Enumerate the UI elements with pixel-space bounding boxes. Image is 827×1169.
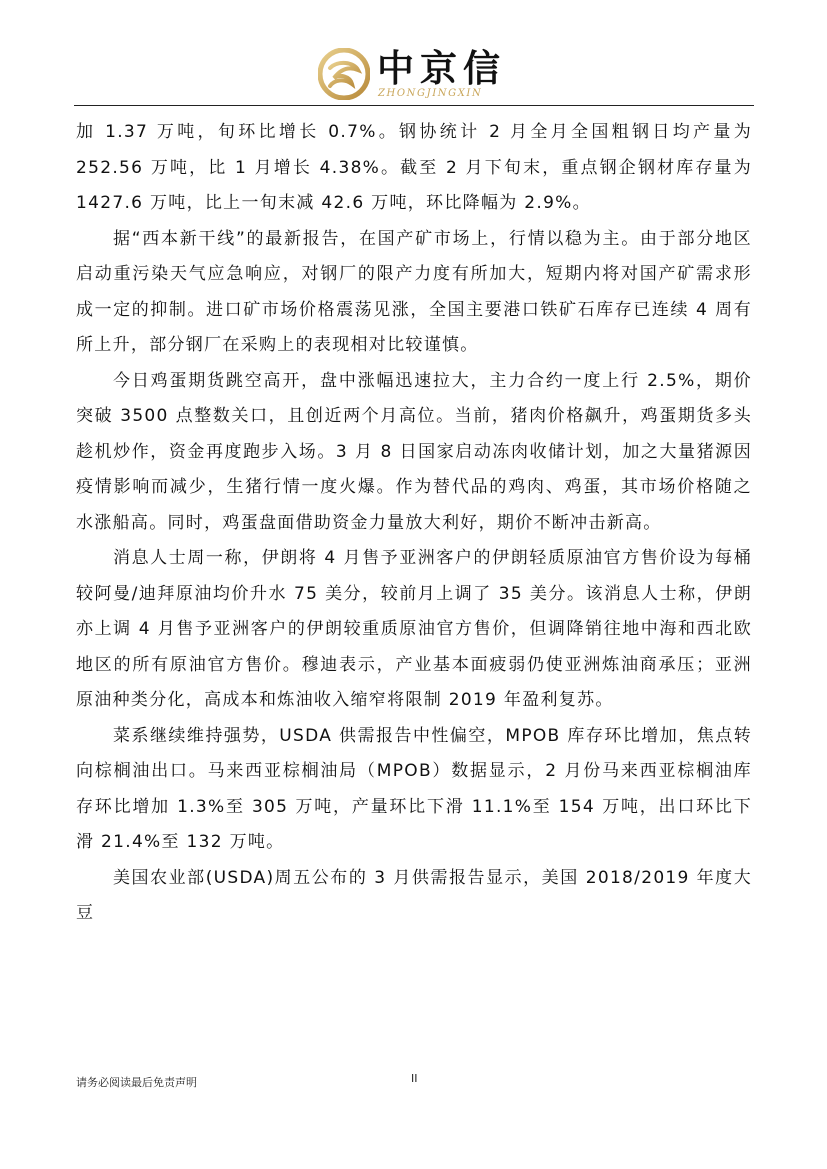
header-divider (74, 105, 754, 106)
paragraph-egg-futures: 今日鸡蛋期货跳空高开，盘中涨幅迅速拉大，主力合约一度上行 2.5%，期价突破 3500 点整数关口，且创近两个月高位。当前，猪肉价格飙升，鸡蛋期货多头趁机炒作，资金再度跑步入场。3 月 8 日国家启动冻肉收储计划，加之大量猪源因疫情影响而减少，生猪行情一度火爆。作为替代品的鸡肉、鸡蛋，其市场价格随之水涨船高。同时，鸡蛋盘面借助资金力量放大利好，期价不断冲击新高。 (76, 370, 752, 533)
paragraph-iran-crude: 消息人士周一称，伊朗将 4 月售予亚洲客户的伊朗轻质原油官方售价设为每桶较阿曼/迪拜原油均价升水 75 美分，较前月上调了 35 美分。该消息人士称，伊朗亦上调 4 月售予亚洲客户的伊朗较重质原油官方售价，但调降销往地中海和西北欧地区的所有原油官方售价。穆迪表示，产业基本面疲弱仍使亚洲炼油商承压；亚洲原油种类分化，高成本和炼油收入缩窄将限制 2019 年盈利复苏。 (76, 548, 752, 710)
brand-subtitle: ZHONGJINGXIN (378, 88, 483, 99)
paragraph-palm-oil: 菜系继续维持强势，USDA 供需报告中性偏空，MPOB 库存环比增加，焦点转向棕榈油出口。马来西亚棕榈油局（MPOB）数据显示，2 月份马来西亚棕榈油库存环比增加 1.3%至 305 万吨，产量环比下滑 11.1%至 154 万吨，出口环比下滑 21.4%至 132 万吨。 (76, 725, 752, 852)
paragraph-iron-ore: 据“西本新干线”的最新报告，在国产矿市场上，行情以稳为主。由于部分地区启动重污染天气应急响应，对钢厂的限产力度有所加大，短期内将对国产矿需求形成一定的抑制。进口矿市场价格震荡见涨，全国主要港口铁矿石库存已连续 4 周有所上升，部分钢厂在采购上的表现相对比较谨慎。 (76, 228, 752, 355)
zjx-swirl-logo-icon (318, 48, 370, 100)
document-body (76, 115, 752, 932)
disclaimer-note: 请务必阅读最后免责声明 (76, 1076, 197, 1089)
paragraph-usda-soy: 美国农业部(USDA)周五公布的 3 月供需报告显示，美国 2018/2019 年度大豆 (76, 867, 752, 923)
paragraph-steel-output: 加 1.37 万吨，旬环比增长 0.7%。钢协统计 2 月全月全国粗钢日均产量为 252.56 万吨，比 1 月增长 4.38%。截至 2 月下旬末，重点钢企钢材库存量为 1427.6 万吨，比上一旬末减 42.6 万吨，环比降幅为 2.9%。 (76, 122, 752, 213)
page-number: II (411, 1072, 418, 1085)
brand-name: 中京信 (377, 46, 506, 90)
page-header (0, 0, 827, 107)
